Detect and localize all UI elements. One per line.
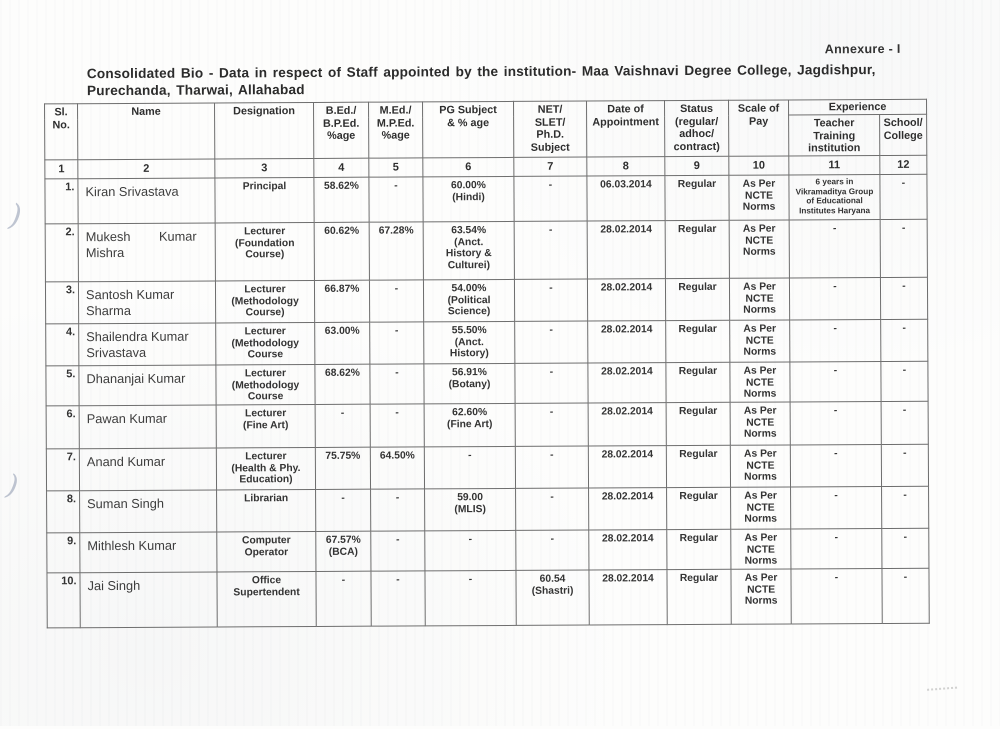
cell-bed: 63.00% [315,322,370,364]
column-number-10: 10 [729,156,789,175]
cell-status: Regular [665,278,729,320]
cell-status: Regular [665,220,729,278]
column-number-2: 2 [78,159,215,179]
column-number-12: 12 [880,155,927,174]
cell-name: Kiran Srivastava [78,178,215,224]
cell-med: - [369,177,423,222]
cell-exp-teacher-training: - [791,487,882,529]
cell-bed: 66.87% [314,280,369,322]
cell-med: - [370,404,424,447]
column-number-7: 7 [514,157,587,176]
cell-scale-of-pay: As Per NCTE Norms [731,569,791,624]
cell-pg-subject: 62.60% (Fine Art) [424,403,515,446]
cell-exp-teacher-training: - [790,362,881,402]
cell-exp-teacher-training: - [791,529,882,569]
table-row-5 [46,361,928,406]
cell-date-of-appointment: 28.02.2014 [588,363,666,403]
column-header-net-slet-phd: NET/ SLET/ Ph.D. Subject [514,101,587,157]
cell-exp-teacher-training: - [791,569,882,624]
table-row-7 [46,444,928,491]
cell-pg-subject: 54.00% (Political Science) [423,279,514,321]
cell-exp-school-college: - [880,277,927,319]
cell-name: Shailendra Kumar Srivastava [79,323,216,366]
cell-exp-school-college: - [881,319,928,361]
cell-pg-subject: - [425,570,516,625]
cell-exp-school-college: - [881,361,928,401]
cell-net-slet-phd: - [514,176,587,221]
cell-exp-teacher-training: - [789,278,880,320]
column-header-name: Name [78,103,215,160]
cell-net-slet-phd: - [515,403,588,446]
column-header-med: M.Ed./ M.P.Ed. %age [369,102,423,158]
cell-date-of-appointment: 28.02.2014 [589,530,667,570]
cell-exp-teacher-training: - [790,320,881,362]
cell-date-of-appointment: 28.02.2014 [588,321,666,363]
cell-name: Dhananjai Kumar [79,365,216,406]
column-header-exp-school-college: School/ College [880,114,927,155]
cell-designation: Lecturer (Methodology Course [216,322,315,365]
annexure-label: Annexure - I [824,41,901,57]
cell-name: Anand Kumar [79,448,216,491]
table-row-1 [45,174,927,224]
cell-date-of-appointment: 06.03.2014 [587,176,665,221]
cell-med: - [370,322,424,364]
cell-net-slet-phd: - [514,221,587,279]
cell-net-slet-phd: - [515,446,588,488]
cell-designation: Lecturer (Health & Phy. Education) [216,447,315,490]
cell-status: Regular [666,402,730,445]
cell-exp-school-college: - [881,401,928,444]
cell-scale-of-pay: As Per NCTE Norms [729,278,789,320]
cell-scale-of-pay: As Per NCTE Norms [731,529,791,569]
cell-bed: 68.62% [315,364,370,404]
cell-bed: 60.62% [314,222,369,280]
cell-scale-of-pay: As Per NCTE Norms [729,220,789,278]
cell-status: Regular [667,569,731,624]
cell-pg-subject: - [425,530,516,570]
cell-exp-school-college: - [882,528,929,568]
column-header-date-of-appointment: Date of Appointment [587,101,665,157]
cell-bed: - [315,404,370,447]
cell-pg-subject: 63.54% (Anct. History & Culturei) [423,221,514,279]
column-header-designation: Designation [215,102,314,159]
cell-name: Santosh Kumar Sharma [78,281,215,324]
cell-sl-no: 9. [47,533,80,573]
cell-status: Regular [665,175,729,220]
cell-med: 67.28% [369,222,423,280]
cell-scale-of-pay: As Per NCTE Norms [730,445,790,487]
column-number-3: 3 [215,158,314,178]
cell-sl-no: 1. [45,179,78,224]
cell-date-of-appointment: 28.02.2014 [588,446,666,488]
cell-net-slet-phd: - [514,279,587,321]
column-number-9: 9 [665,156,729,175]
table-row-6 [46,401,928,449]
column-header-bed: B.Ed./ B.P.Ed. %age [314,102,369,158]
handwritten-margin-mark: ) [7,197,24,235]
column-header-pg-subject: PG Subject & % age [423,101,514,157]
cell-scale-of-pay: As Per NCTE Norms [730,362,790,402]
cell-scale-of-pay: As Per NCTE Norms [731,487,791,529]
cell-med: - [371,531,425,571]
cell-designation: Librarian [217,489,316,532]
cell-status: Regular [666,362,730,402]
cell-med: 64.50% [370,447,424,489]
cell-status: Regular [667,487,731,529]
cell-bed: 67.57% (BCA) [316,531,371,571]
cell-date-of-appointment: 28.02.2014 [587,279,665,321]
cell-exp-school-college: - [882,486,929,528]
column-header-scale-of-pay: Scale of Pay [729,100,789,156]
cell-scale-of-pay: As Per NCTE Norms [729,175,789,220]
cell-scale-of-pay: As Per NCTE Norms [730,402,790,445]
table-row-4 [46,319,928,366]
cell-exp-teacher-training: 6 years in Vikramaditya Group of Educational Institutes Haryana [789,175,880,220]
cell-bed: - [316,489,371,531]
cell-sl-no: 5. [46,366,79,406]
cell-date-of-appointment: 28.02.2014 [588,403,666,446]
table-body [45,174,929,628]
cell-med: - [371,571,425,626]
column-number-4: 4 [314,158,369,177]
table-row-3 [45,277,927,324]
column-number-8: 8 [587,157,665,176]
table-row-10 [47,568,929,628]
cell-designation: Lecturer (Fine Art) [216,404,315,448]
cell-exp-teacher-training: - [790,445,881,487]
cell-date-of-appointment: 28.02.2014 [587,221,665,279]
cell-designation: Office Supertendent [217,571,316,627]
column-header-experience: Experience [789,99,927,115]
cell-status: Regular [666,320,730,362]
cell-exp-school-college: - [882,568,929,623]
cell-sl-no: 2. [45,224,78,282]
cell-status: Regular [666,445,730,487]
cell-exp-school-college: - [880,174,927,219]
cell-net-slet-phd: - [515,321,588,363]
cell-name: Mithlesh Kumar [80,532,217,573]
cell-net-slet-phd: - [515,363,588,403]
cell-sl-no: 7. [46,449,79,491]
table-row-9 [47,528,929,573]
column-header-status: Status (regular/ adhoc/ contract) [665,100,729,156]
cell-designation: Computer Operator [217,531,316,572]
column-number-6: 6 [423,157,514,176]
handwritten-margin-mark: ) [4,467,21,503]
cell-designation: Lecturer (Methodology Course) [215,280,314,323]
cell-date-of-appointment: 28.02.2014 [589,570,667,625]
cell-status: Regular [667,529,731,569]
table-header [45,99,927,179]
cell-exp-school-college: - [880,219,927,277]
cell-exp-teacher-training: - [789,220,880,278]
cell-pg-subject: 59.00 (MLIS) [425,488,516,530]
cell-designation: Principal [215,177,314,223]
cell-net-slet-phd: - [516,488,589,530]
cell-pg-subject: - [424,446,515,488]
cell-designation: Lecturer (Methodology Course [216,364,315,405]
cell-sl-no: 4. [46,324,79,366]
cell-sl-no: 6. [46,406,79,449]
page-title: Consolidated Bio - Data in respect of Staff appointed by the institution- Maa Vaishnavi Degree College, Jagdishpur, Purechanda, Tharwai, Allahabad [86,62,876,99]
scan-smudge [927,687,957,691]
cell-bed: 75.75% [315,447,370,489]
cell-designation: Lecturer (Foundation Course) [215,222,314,281]
cell-name: Jai Singh [80,572,217,628]
cell-date-of-appointment: 28.02.2014 [589,488,667,530]
cell-exp-teacher-training: - [790,402,881,445]
cell-sl-no: 8. [47,491,80,533]
table-row-2 [45,219,927,282]
column-number-1: 1 [45,160,78,179]
column-header-sl-no: Sl. No. [45,104,78,160]
cell-med: - [371,489,425,531]
cell-pg-subject: 56.91% (Botany) [424,363,515,403]
table-row-8 [47,486,929,533]
cell-med: - [370,364,424,404]
column-number-5: 5 [369,158,423,177]
cell-scale-of-pay: As Per NCTE Norms [730,320,790,362]
cell-name: Mukesh Kumar Mishra [78,223,215,282]
column-header-exp-teacher-training: Teacher Training institution [789,115,880,156]
cell-name: Pawan Kumar [79,405,216,449]
cell-sl-no: 3. [45,282,78,324]
cell-bed: 58.62% [314,177,369,222]
column-number-11: 11 [789,156,880,175]
cell-net-slet-phd: - [516,530,589,570]
cell-bed: - [316,571,371,626]
cell-sl-no: 10. [47,573,80,628]
cell-exp-school-college: - [881,444,928,486]
cell-pg-subject: 60.00% (Hindi) [423,176,514,221]
cell-med: - [369,280,423,322]
cell-name: Suman Singh [80,490,217,533]
cell-pg-subject: 55.50% (Anct. History) [424,321,515,363]
cell-net-slet-phd: 60.54 (Shastri) [516,570,589,625]
staff-biodata-table [44,99,930,629]
